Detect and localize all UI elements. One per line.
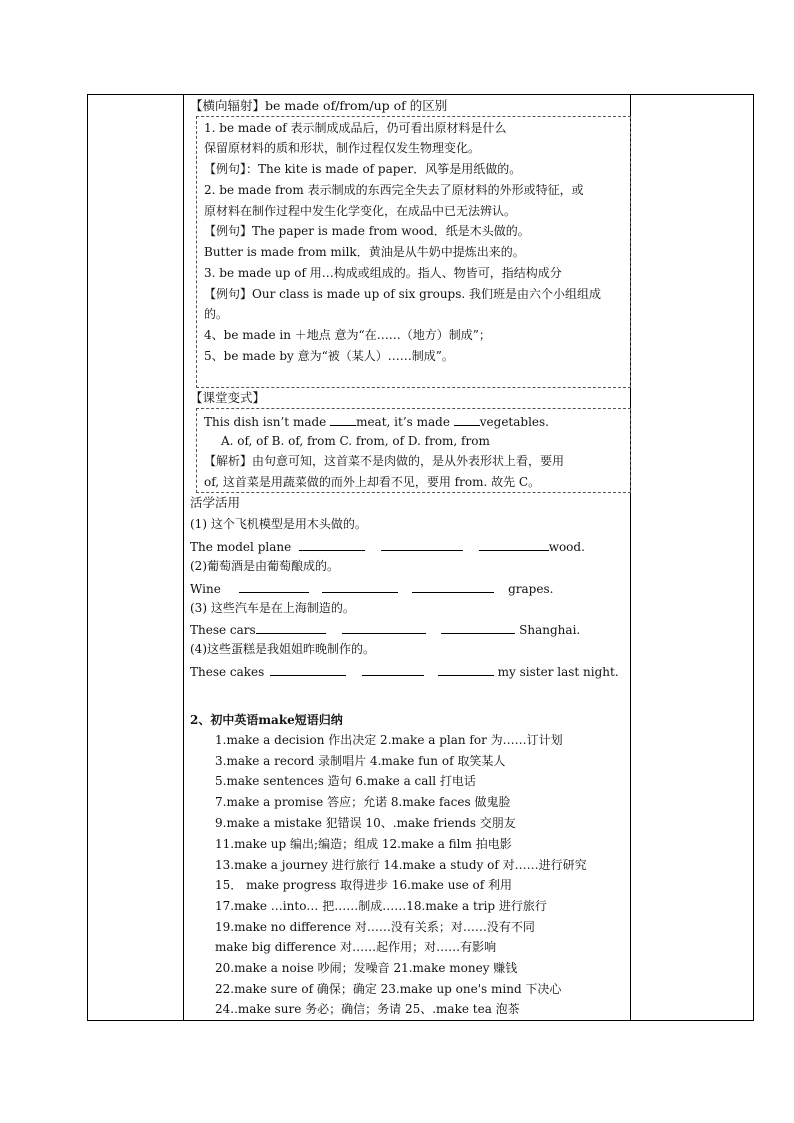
q3-end: Shanghai.: [519, 623, 581, 637]
phrase-line: 5.make sentences 造句 6.make a call 打电话: [215, 774, 476, 788]
q1-start: The model plane: [190, 540, 292, 554]
exercise-options: A. of, of B. of, from C. from, of D. from, from: [221, 434, 490, 448]
practice-q2-chinese: (2)葡萄酒是由葡萄酿成的。: [190, 559, 339, 573]
right-column: [630, 95, 753, 1020]
answer-blank[interactable]: [362, 663, 424, 676]
answer-blank[interactable]: [342, 621, 426, 634]
horizontal-line: 2. be made from 表示制成的东西完全失去了原材料的外形或特征，或: [204, 183, 584, 197]
left-column: [88, 95, 184, 1020]
q2-end: grapes.: [508, 582, 554, 596]
phrase-line: 13.make a journey 进行旅行 14.make a study of 对……进行研究: [215, 858, 587, 872]
answer-blank[interactable]: [438, 663, 494, 676]
q1-end: wood.: [548, 540, 585, 554]
practice-q2-english: [190, 580, 553, 597]
practice-title: 活学活用: [190, 495, 241, 510]
phrase-line: 3.make a record 录制唱片 4.make fun of 取笑某人: [215, 754, 506, 768]
q4-start: These cakes: [190, 665, 265, 679]
answer-blank[interactable]: [270, 663, 346, 676]
phrase-line: make big difference 对……起作用；对……有影响: [215, 940, 497, 954]
practice-q3-chinese: (3) 这些汽车是在上海制造的。: [190, 601, 355, 615]
content-table: [87, 94, 754, 1021]
practice-q1-chinese: (1) 这个飞机模型是用木头做的。: [190, 517, 367, 531]
horizontal-line: 【例句】The paper is made from wood．纸是木头做的。: [204, 224, 530, 238]
answer-blank[interactable]: [330, 413, 356, 426]
horizontal-line: 【例句】Our class is made up of six groups. 我们班是由六个小组组成: [204, 287, 602, 301]
phrase-line: 15． make progress 取得进步 16.make use of 利用: [215, 878, 513, 892]
horizontal-line: 4、be made in ＋地点 意为“在……（地方）制成”；: [204, 328, 491, 342]
phrase-line: 7.make a promise 答应；允诺 8.make faces 做鬼脸: [215, 795, 511, 809]
exercise-analysis: 【解析】由句意可知，这首菜不是肉做的，是从外表形状上看，要用: [204, 454, 565, 468]
horizontal-line: 的。: [204, 307, 229, 321]
phrase-line: 17.make …into… 把……制成……18.make a trip 进行旅行: [215, 899, 547, 913]
horizontal-line: 1. be made of 表示制成成品后，仍可看出原材料是什么: [204, 121, 507, 135]
question-part-c: vegetables.: [479, 415, 549, 429]
q2-start: Wine: [190, 582, 221, 596]
phrase-line: 20.make a noise 吵闹；发噪音 21.make money 赚钱: [215, 961, 518, 975]
practice-q3-english: [190, 621, 580, 638]
main-column: [185, 95, 631, 1020]
answer-blank[interactable]: [256, 621, 326, 634]
answer-blank[interactable]: [239, 580, 309, 593]
q4-end: my sister last night.: [497, 665, 619, 679]
practice-q1-english: [190, 538, 585, 555]
horizontal-line: 5、be made by 意为“被（某人）……制成”。: [204, 349, 454, 363]
answer-blank[interactable]: [299, 538, 365, 551]
phrases-title: 2、初中英语make短语归纳: [190, 713, 343, 727]
question-part-b: meat, it’s made: [356, 415, 454, 429]
phrase-line: 22.make sure of 确保；确定 23.make up one's mind 下决心: [215, 982, 562, 996]
phrase-line: 1.make a decision 作出决定 2.make a plan for 为……订计划: [215, 733, 563, 747]
practice-q4-english: [190, 663, 619, 680]
phrase-line: 11.make up 编出;编造；组成 12.make a film 拍电影: [215, 837, 512, 851]
exercise-question: [204, 413, 549, 430]
answer-blank[interactable]: [381, 538, 463, 551]
answer-blank[interactable]: [479, 538, 549, 551]
horizontal-title: 【横向辐射】be made of/from/up of 的区别: [190, 98, 448, 113]
answer-blank[interactable]: [441, 621, 515, 634]
horizontal-line: Butter is made from milk．黄油是从牛奶中提炼出来的。: [204, 245, 525, 259]
phrase-line: 24..make sure 务必；确信；务请 25、.make tea 泡茶: [215, 1002, 520, 1016]
answer-blank[interactable]: [412, 580, 494, 593]
horizontal-line: 【例句】：The kite is made of paper．风筝是用纸做的。: [204, 162, 522, 176]
question-part-a: This dish isn’t made: [204, 415, 331, 429]
answer-blank[interactable]: [322, 580, 398, 593]
exercise-analysis: of, 这首菜是用蔬菜做的而外上却看不见，要用 from. 故先 C。: [204, 475, 541, 489]
exercise-title: 【课堂变式】: [190, 390, 266, 405]
phrase-line: 9.make a mistake 犯错误 10、.make friends 交朋友: [215, 816, 516, 830]
practice-q4-chinese: (4)这些蛋糕是我姐姐昨晚制作的。: [190, 642, 375, 656]
horizontal-line: 保留原材料的质和形状，制作过程仅发生物理变化。: [204, 141, 481, 155]
horizontal-line: 3. be made up of 用…构成或组成的。指人、物皆可，指结构成分: [204, 266, 562, 280]
phrase-line: 19.make no difference 对……没有关系；对……没有不同: [215, 920, 535, 934]
horizontal-line: 原材料在制作过程中发生化学变化，在成品中已无法辨认。: [204, 204, 517, 218]
q3-start: These cars: [190, 623, 256, 637]
answer-blank[interactable]: [454, 413, 480, 426]
